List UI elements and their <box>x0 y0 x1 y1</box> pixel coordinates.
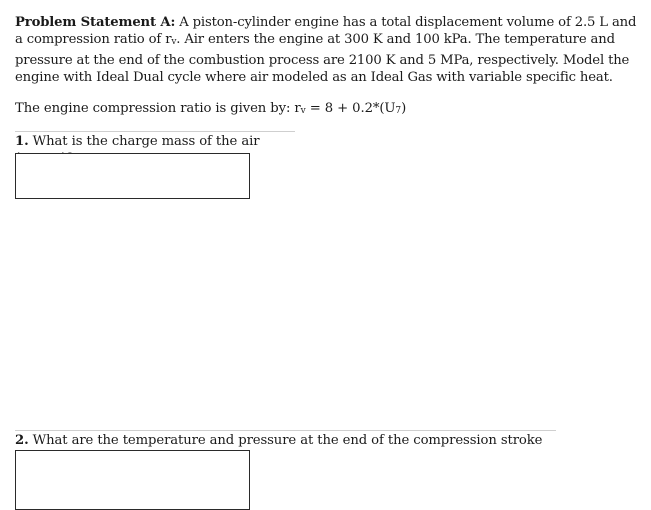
problem-statement-text-1: A piston-cylinder engine has a total displacement volume of 2.5 L and a compression ratio of r <box>15 15 637 48</box>
problem-page <box>15 14 647 448</box>
formula-prefix: The engine compression ratio is given by: r <box>15 101 301 116</box>
question-1-text: What is the charge mass of the air <box>32 134 260 149</box>
compression-ratio-formula <box>15 100 406 120</box>
question-2-answer-field[interactable] <box>15 450 250 510</box>
formula-middle: = 8 + 0.2*(U <box>305 101 396 116</box>
formula-subscript-7: 7 <box>395 106 402 116</box>
question-2-number: 2. <box>15 433 29 448</box>
question-1-number: 1. <box>15 134 29 149</box>
problem-statement-lead: Problem Statement A: <box>15 15 176 30</box>
formula-suffix: ) <box>401 101 407 116</box>
problem-statement-text-2: . Air enters the engine at 300 K and 100 kPa. The temperature and pressure at the end of the combustion process are 2100 K and 5 MPa, respectively. Model the engine with Ideal Dual cycle where air modeled as an Ideal Gas with variable specific heat. <box>15 32 630 86</box>
compression-ratio-subscript: v <box>171 37 177 48</box>
problem-statement <box>15 14 647 87</box>
question-1-answer-field[interactable] <box>15 153 250 199</box>
formula-subscript-v: v <box>300 106 306 116</box>
question-2-text: What are the temperature and pressure at the end of the compression stroke <box>32 433 543 448</box>
